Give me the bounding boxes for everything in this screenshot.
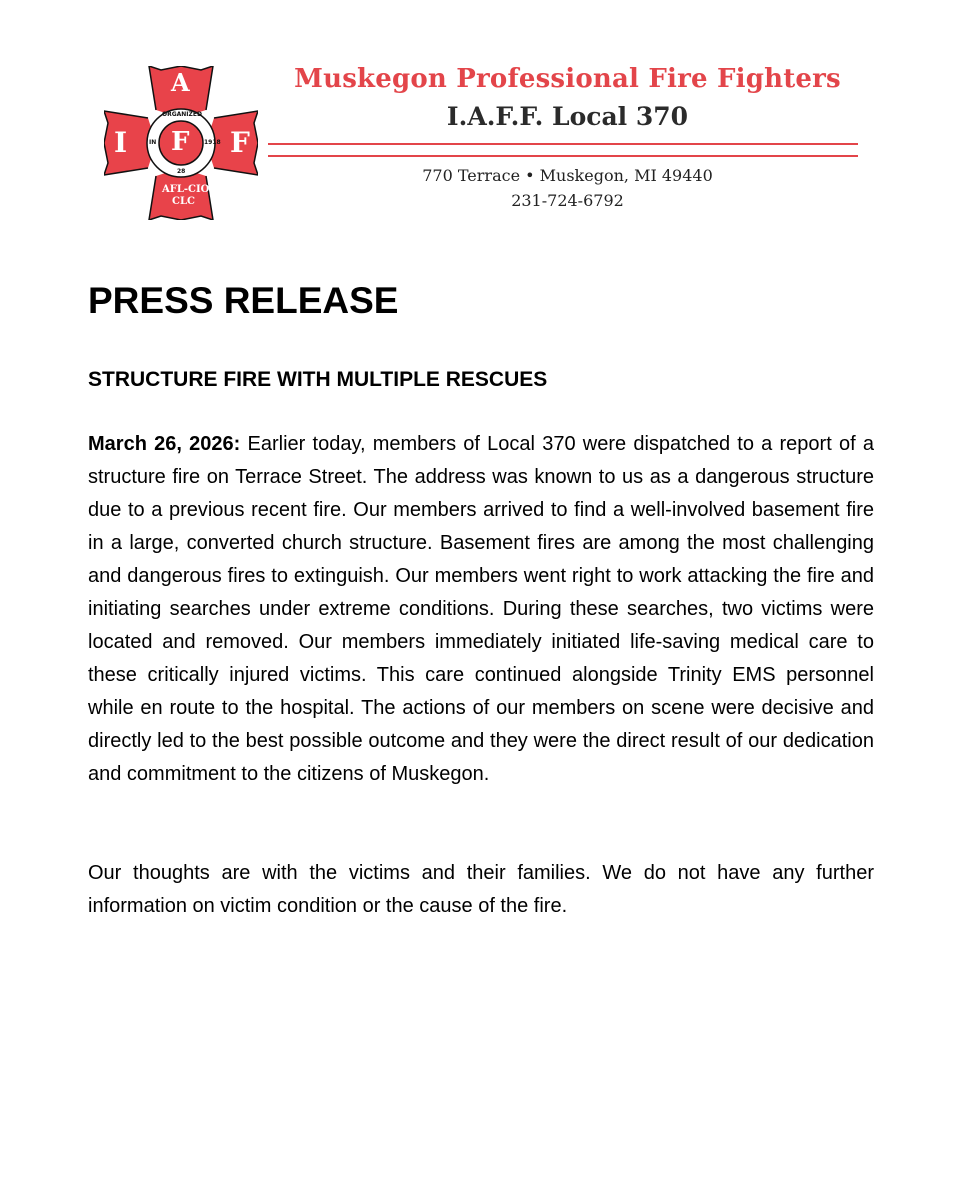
local-name: I.A.F.F. Local 370 bbox=[446, 102, 689, 131]
logo-letter-left: I bbox=[114, 126, 128, 159]
logo-letter-right: F bbox=[230, 126, 250, 159]
paragraph-1-text: Earlier today, members of Local 370 were dispatched to a report of a structure fire on Terrace Street. The address was known to us as a dangerous structure due to a previous recent fire. Our members arrived to find a well-involved basement fire in a large, converted church structure. Basement fires are among the most challenging and dangerous fires to extinguish. Our members went right to work attacking the fire and initiating searches under extreme conditions. During these searches, two victims were located and removed. Our members immediately initiated life-saving medical care to these critically injured victims. This care continued alongside Trinity EMS personnel while en route to the hospital. The actions of our members on scene were decisive and directly led to the best possible outcome and they were the direct result of our dedication and commitment to the citizens of Muskegon. bbox=[88, 433, 874, 785]
logo-ring-text-right: 1918 bbox=[204, 139, 221, 146]
page-title: PRESS RELEASE bbox=[88, 280, 399, 321]
logo-letter-top: A bbox=[171, 68, 190, 97]
logo-letter-center: F bbox=[171, 127, 190, 157]
letterhead-rule-top bbox=[268, 143, 858, 145]
body-paragraph-2: Our thoughts are with the victims and their families. We do not have any further information on victim condition or the cause of the fire. bbox=[88, 862, 874, 917]
headline: STRUCTURE FIRE WITH MULTIPLE RESCUES bbox=[88, 368, 548, 391]
body-paragraph-1 bbox=[88, 428, 874, 791]
dateline: March 26, 2026: bbox=[88, 433, 241, 455]
logo-bottom-text-1: AFL-CIO bbox=[162, 184, 210, 195]
phone-number: 231-724-6792 bbox=[511, 191, 624, 210]
logo-ring-text-bottom: 28 bbox=[177, 168, 186, 175]
logo-bottom-text-2: CLC bbox=[172, 196, 195, 207]
organization-name: Muskegon Professional Fire Fighters bbox=[294, 64, 841, 94]
letterhead bbox=[0, 0, 961, 230]
letterhead-rule-bottom bbox=[268, 155, 858, 157]
logo-ring-text-top: ORGANIZED bbox=[162, 111, 202, 118]
logo-ring-text-left: IN bbox=[149, 139, 157, 146]
address: 770 Terrace • Muskegon, MI 49440 bbox=[422, 166, 713, 185]
logo-lettering bbox=[104, 66, 258, 220]
